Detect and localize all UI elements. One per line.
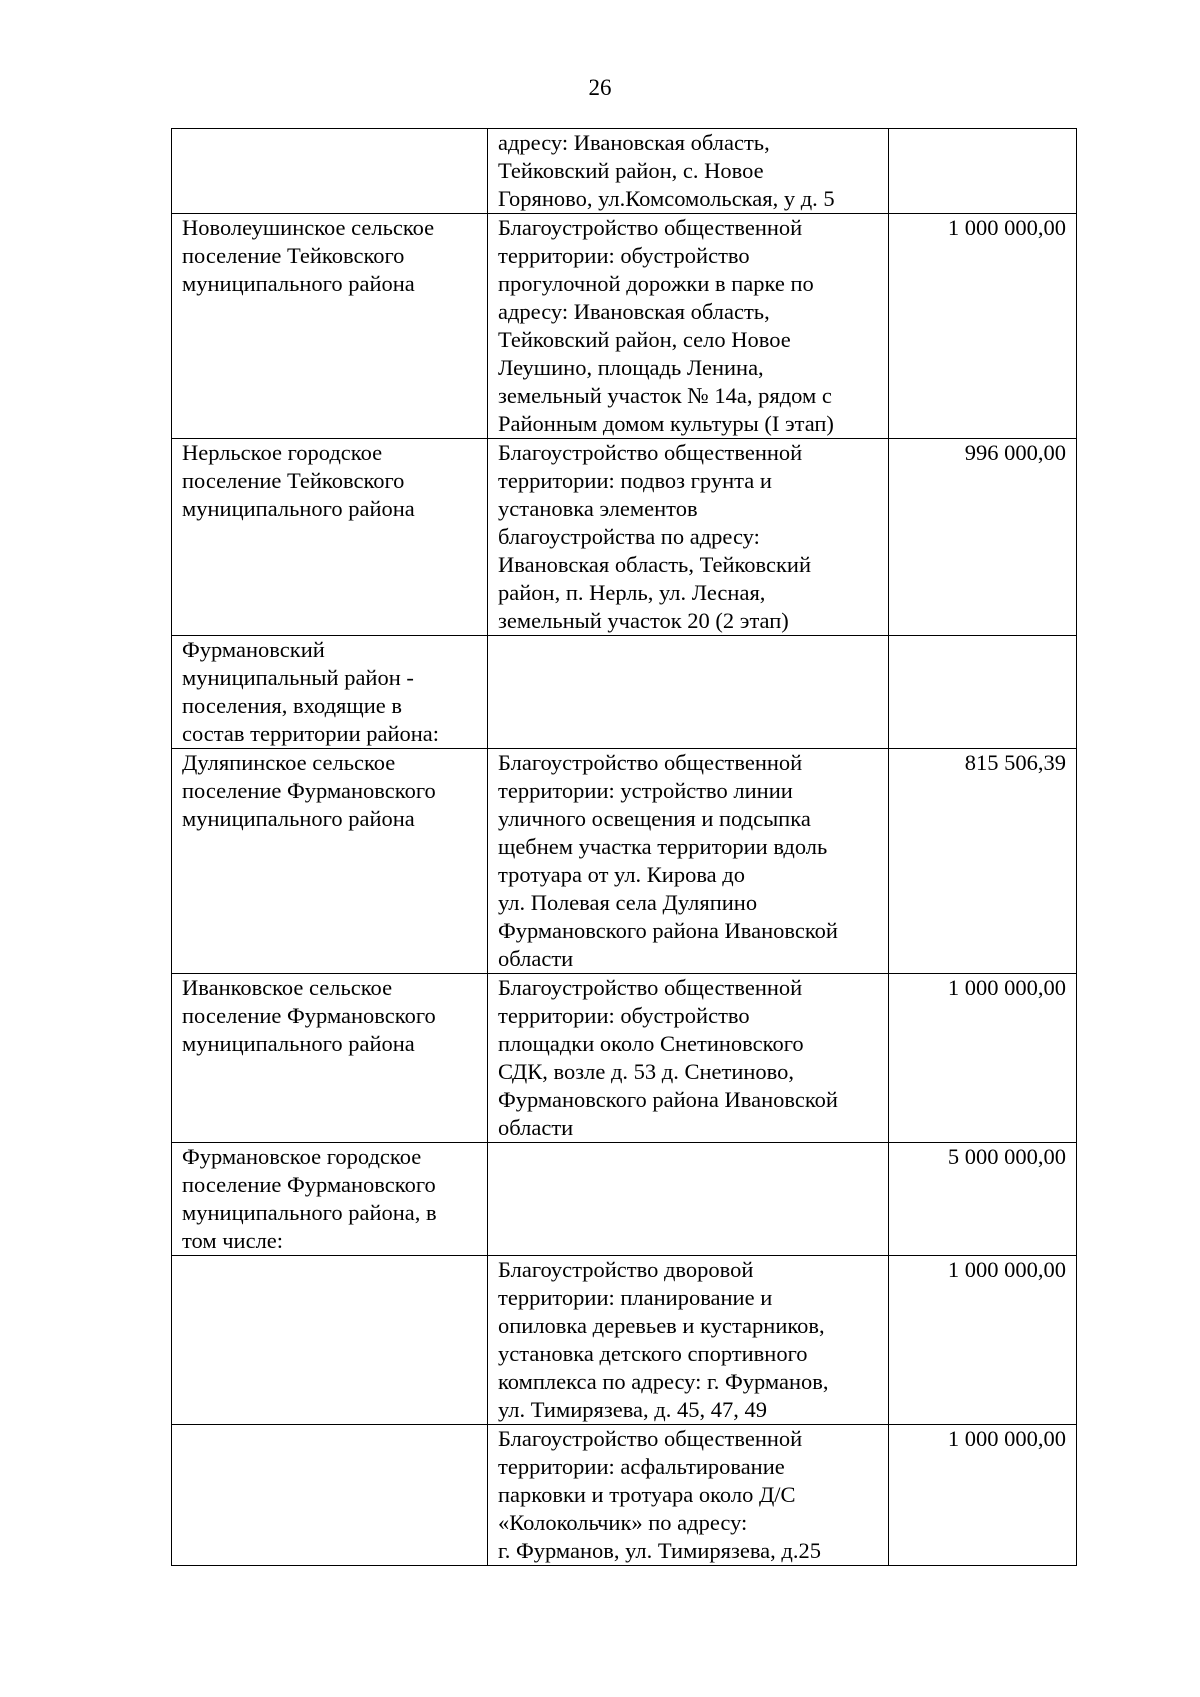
table-row [172,1425,1077,1566]
territory-cell: Фурмановский муниципальный район - поселения, входящие в состав территории района: [172,636,488,749]
amount-cell: 1 000 000,00 [889,1425,1077,1566]
territory-cell: Новолеушинское сельское поселение Тейковского муниципального района [172,214,488,439]
amount-cell: 1 000 000,00 [889,974,1077,1143]
table-row [172,1143,1077,1256]
table-row [172,636,1077,749]
description-cell: Благоустройство общественной территории: устройство линии уличного освещения и подсыпка щебнем участка территории вдоль тротуара от ул. Кирова до ул. Полевая села Дуляпино Фурмановского района Ивановской области [488,749,889,974]
territory-cell [172,1425,488,1566]
description-cell: Благоустройство общественной территории: обустройство площадки около Снетиновского СДК, возле д. 53 д. Снетиново, Фурмановского района Ивановской области [488,974,889,1143]
description-cell: Благоустройство общественной территории: подвоз грунта и установка элементов благоустройства по адресу: Ивановская область, Тейковский район, п. Нерль, ул. Лесная, земельный участок 20 (2 этап) [488,439,889,636]
table-row [172,214,1077,439]
territory-cell: Иванковское сельское поселение Фурмановского муниципального района [172,974,488,1143]
territory-cell: Нерльское городское поселение Тейковского муниципального района [172,439,488,636]
table-row [172,974,1077,1143]
territory-cell: Дуляпинское сельское поселение Фурмановского муниципального района [172,749,488,974]
description-cell: Благоустройство общественной территории: асфальтирование парковки и тротуара около Д/С «Колокольчик» по адресу: г. Фурманов, ул. Тимирязева, д.25 [488,1425,889,1566]
amount-cell: 5 000 000,00 [889,1143,1077,1256]
amount-cell: 1 000 000,00 [889,1256,1077,1425]
table-row [172,1256,1077,1425]
table-row [172,129,1077,214]
description-cell: адресу: Ивановская область, Тейковский район, с. Новое Горяново, ул.Комсомольская, у д. 5 [488,129,889,214]
page-number: 26 [588,75,612,100]
description-cell [488,1143,889,1256]
amount-cell: 996 000,00 [889,439,1077,636]
funding-table [171,128,1077,1566]
table-row [172,749,1077,974]
description-cell: Благоустройство дворовой территории: планирование и опиловка деревьев и кустарников, установка детского спортивного комплекса по адресу: г. Фурманов, ул. Тимирязева, д. 45, 47, 49 [488,1256,889,1425]
table-row [172,439,1077,636]
territory-cell [172,129,488,214]
amount-cell: 1 000 000,00 [889,214,1077,439]
amount-cell [889,636,1077,749]
amount-cell [889,129,1077,214]
territory-cell: Фурмановское городское поселение Фурмановского муниципального района, в том числе: [172,1143,488,1256]
description-cell: Благоустройство общественной территории: обустройство прогулочной дорожки в парке по адресу: Ивановская область, Тейковский район, село Новое Леушино, площадь Ленина, земельный участок № 14а, рядом с Районным домом культуры (I этап) [488,214,889,439]
amount-cell: 815 506,39 [889,749,1077,974]
description-cell [488,636,889,749]
territory-cell [172,1256,488,1425]
